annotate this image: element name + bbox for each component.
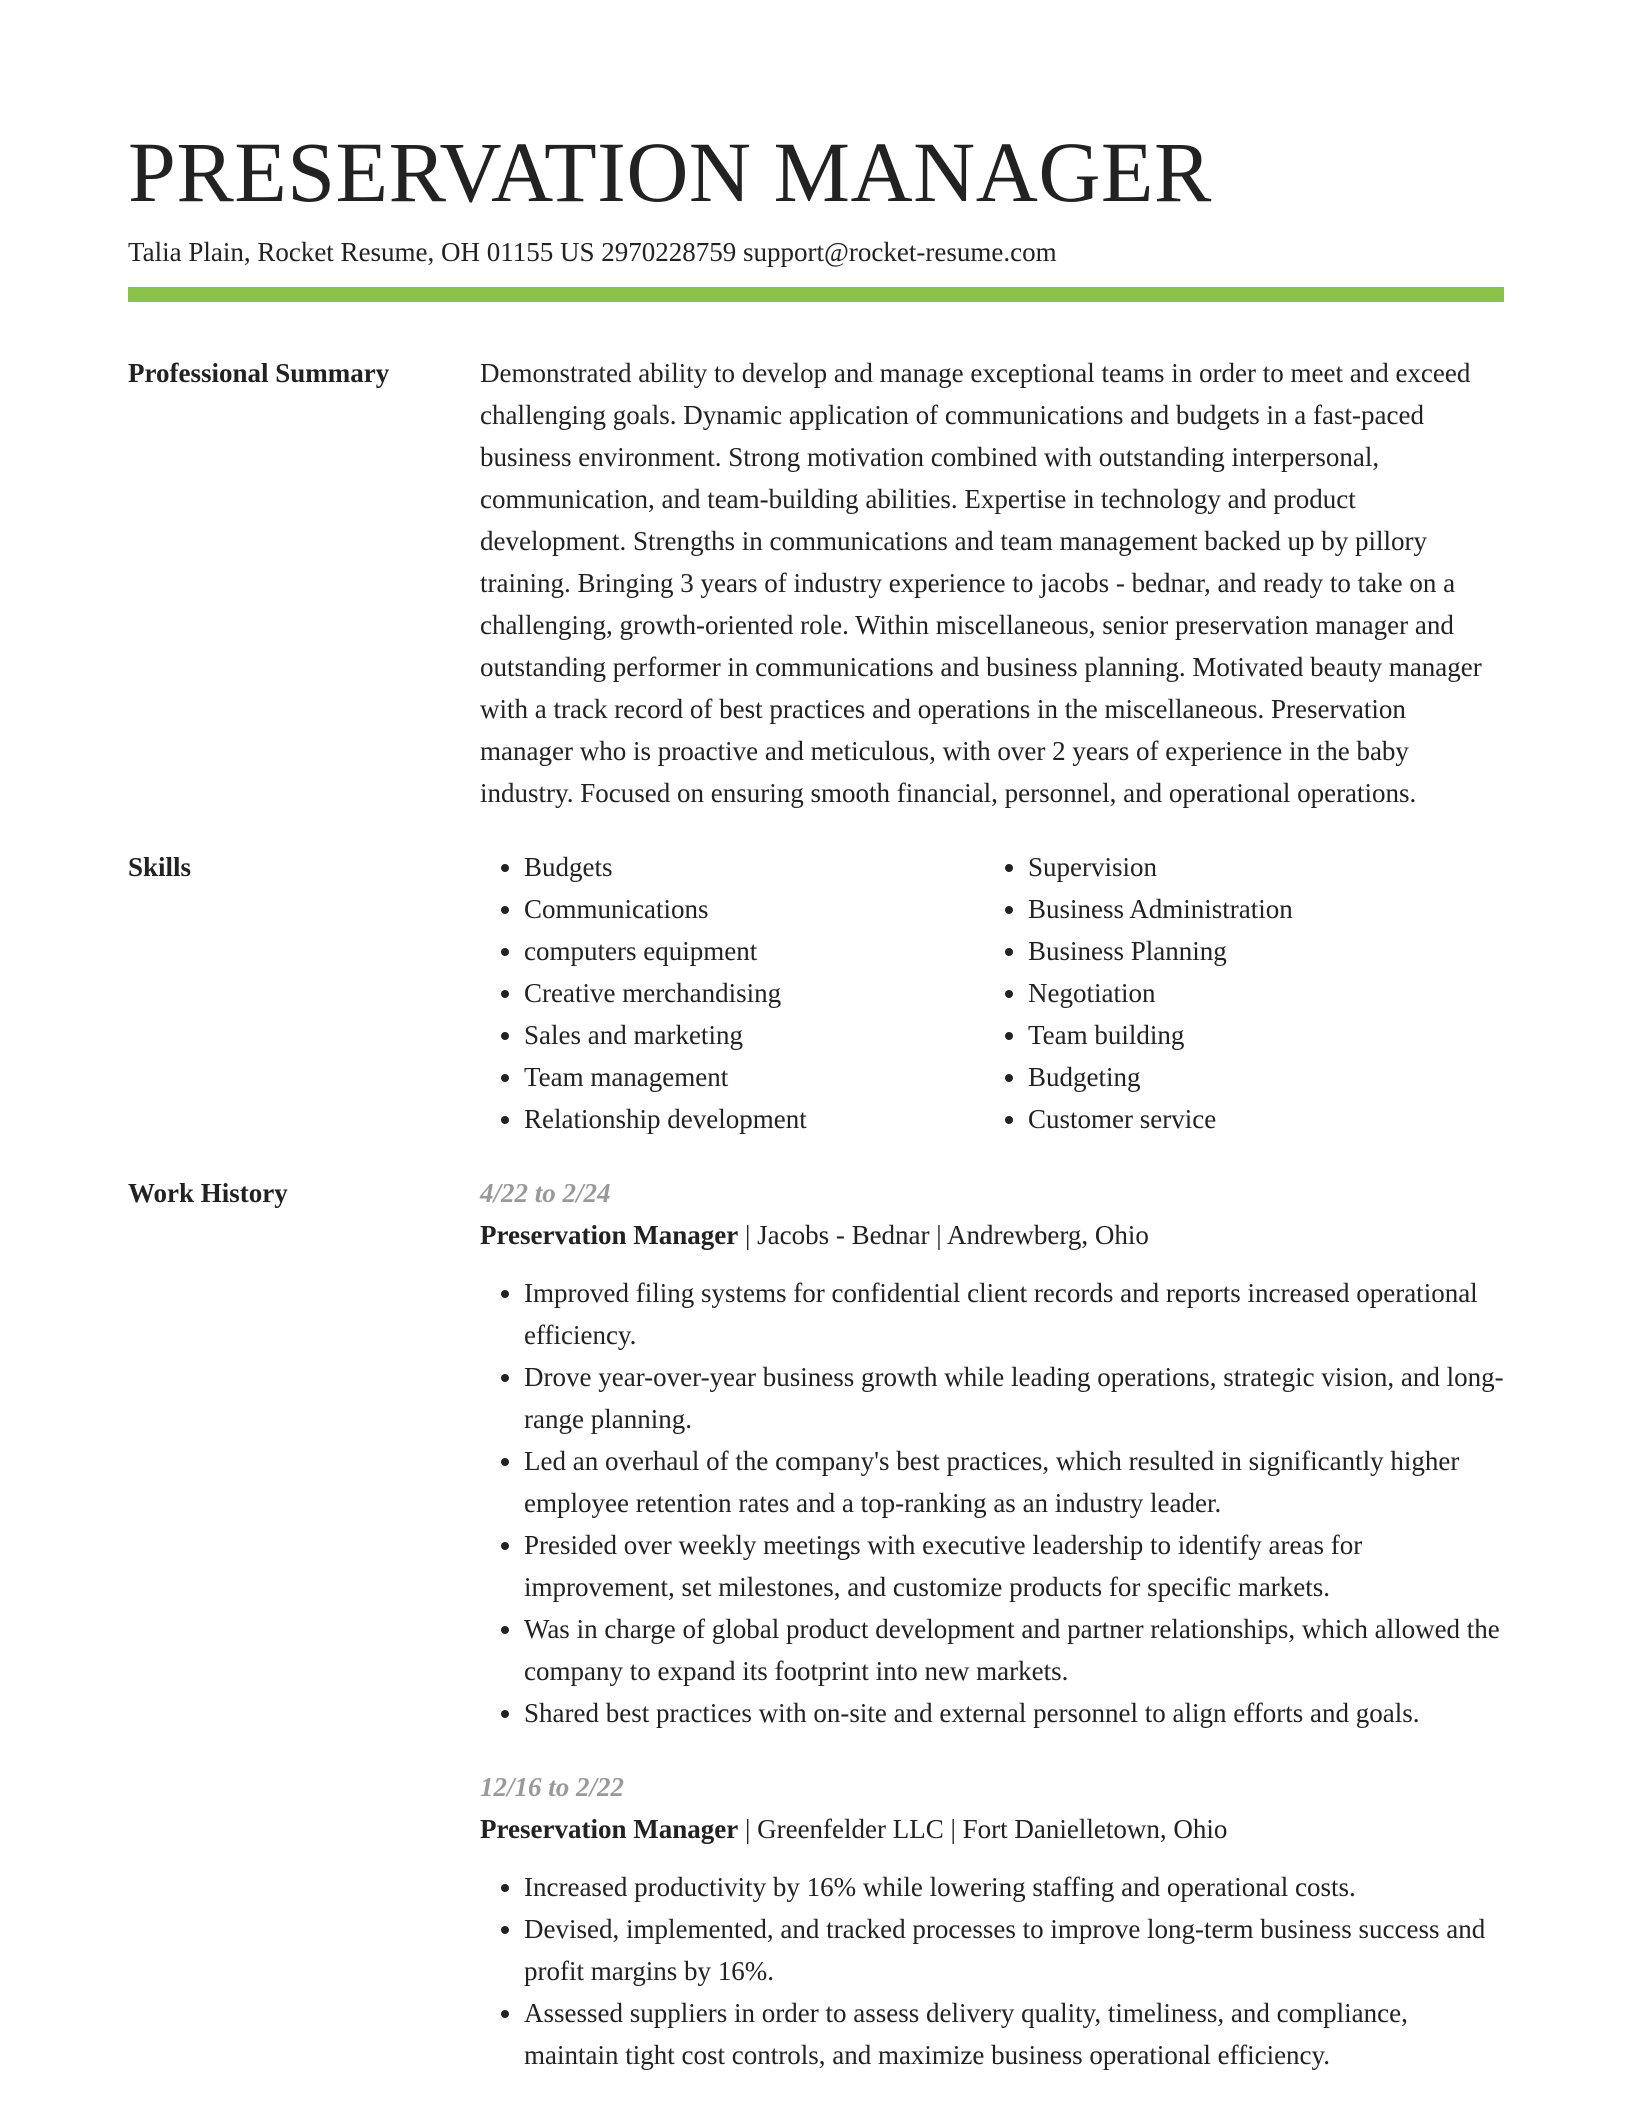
skill-item: • Negotiation [1028, 972, 1488, 1014]
job-bullet: • Was in charge of global product development and partner relationships, which allowed the company to expand its footprint into new markets. [524, 1608, 1504, 1692]
job-dates: 4/22 to 2/24 [480, 1178, 611, 1208]
skills-list-right [984, 846, 1488, 1140]
job-entry [480, 1172, 1504, 1734]
resume-title: PRESERVATION MANAGER [128, 124, 1212, 220]
skills-section [128, 846, 1504, 1140]
skill-item: • Relationship development [524, 1098, 984, 1140]
job-bullet: • Improved filing systems for confidential client records and reports increased operational efficiency. [524, 1272, 1504, 1356]
skill-item: • Communications [524, 888, 984, 930]
skill-item: • Sales and marketing [524, 1014, 984, 1056]
skill-item: • Budgeting [1028, 1056, 1488, 1098]
job-entry [480, 1766, 1504, 2076]
skill-item: • Team building [1028, 1014, 1488, 1056]
header-divider [128, 287, 1504, 302]
work-body [480, 1172, 1504, 2076]
job-details: | Jacobs - Bednar | Andrewberg, Ohio [738, 1220, 1149, 1250]
skill-item: • Customer service [1028, 1098, 1488, 1140]
skill-item: • Business Planning [1028, 930, 1488, 972]
job-details: | Greenfelder LLC | Fort Danielletown, Ohio [738, 1814, 1228, 1844]
skills-body [480, 846, 1504, 1140]
skill-item: • Supervision [1028, 846, 1488, 888]
work-history-section [128, 1172, 1504, 2076]
job-bullet: • Assessed suppliers in order to assess delivery quality, timeliness, and compliance, maintain tight cost controls, and maximize business operational efficiency. [524, 1992, 1504, 2076]
job-bullets [480, 1272, 1504, 1734]
skill-item: • Budgets [524, 846, 984, 888]
job-bullets [480, 1866, 1504, 2076]
skills-list-left [480, 846, 984, 1140]
skill-item: • Creative merchandising [524, 972, 984, 1014]
job-bullet: • Presided over weekly meetings with executive leadership to identify areas for improvement, set milestones, and customize products for specific markets. [524, 1524, 1504, 1608]
job-bullet: • Shared best practices with on-site and external personnel to align efforts and goals. [524, 1692, 1504, 1734]
job-title: Preservation Manager [480, 1814, 739, 1844]
skill-item: • Business Administration [1028, 888, 1488, 930]
job-dates: 12/16 to 2/22 [480, 1772, 625, 1802]
job-title: Preservation Manager [480, 1220, 739, 1250]
job-bullet: • Led an overhaul of the company's best practices, which resulted in significantly higher employee retention rates and a top-ranking as an industry leader. [524, 1440, 1504, 1524]
summary-text: Demonstrated ability to develop and manage exceptional teams in order to meet and exceed challenging goals. Dynamic application of communications and budgets in a fast-paced business environment. Strong motivation combined with outstanding interpersonal, communication, and team-building abilities. Expertise in technology and product development. Strengths in communications and team management backed up by pillory training. Bringing 3 years of industry experience to jacobs - bednar, and ready to take on a challenging, growth-oriented role. Within miscellaneous, senior preservation manager and outstanding performer in communications and business planning. Motivated beauty manager with a track record of best practices and operations in the miscellaneous. Preservation manager who is proactive and meticulous, with over 2 years of experience in the baby industry. Focused on ensuring smooth financial, personnel, and operational operations. [480, 358, 1482, 808]
skill-item: • Team management [524, 1056, 984, 1098]
job-heading [480, 1214, 1504, 1256]
contact-line: Talia Plain, Rocket Resume, OH 01155 US 2970228759 support@rocket-resume.com [128, 237, 1057, 267]
skill-item: • computers equipment [524, 930, 984, 972]
section-label-summary: Professional Summary [128, 358, 390, 388]
summary-body [480, 352, 1504, 814]
section-label-skills: Skills [128, 852, 192, 882]
job-bullet: • Increased productivity by 16% while lowering staffing and operational costs. [524, 1866, 1504, 1908]
job-heading [480, 1808, 1504, 1850]
professional-summary-section [128, 352, 1504, 814]
section-label-work: Work History [128, 1178, 288, 1208]
job-bullet: • Drove year-over-year business growth while leading operations, strategic vision, and long-range planning. [524, 1356, 1504, 1440]
skills-columns [480, 846, 1504, 1140]
resume-page [128, 0, 1504, 2076]
job-bullet: • Devised, implemented, and tracked processes to improve long-term business success and profit margins by 16%. [524, 1908, 1504, 1992]
